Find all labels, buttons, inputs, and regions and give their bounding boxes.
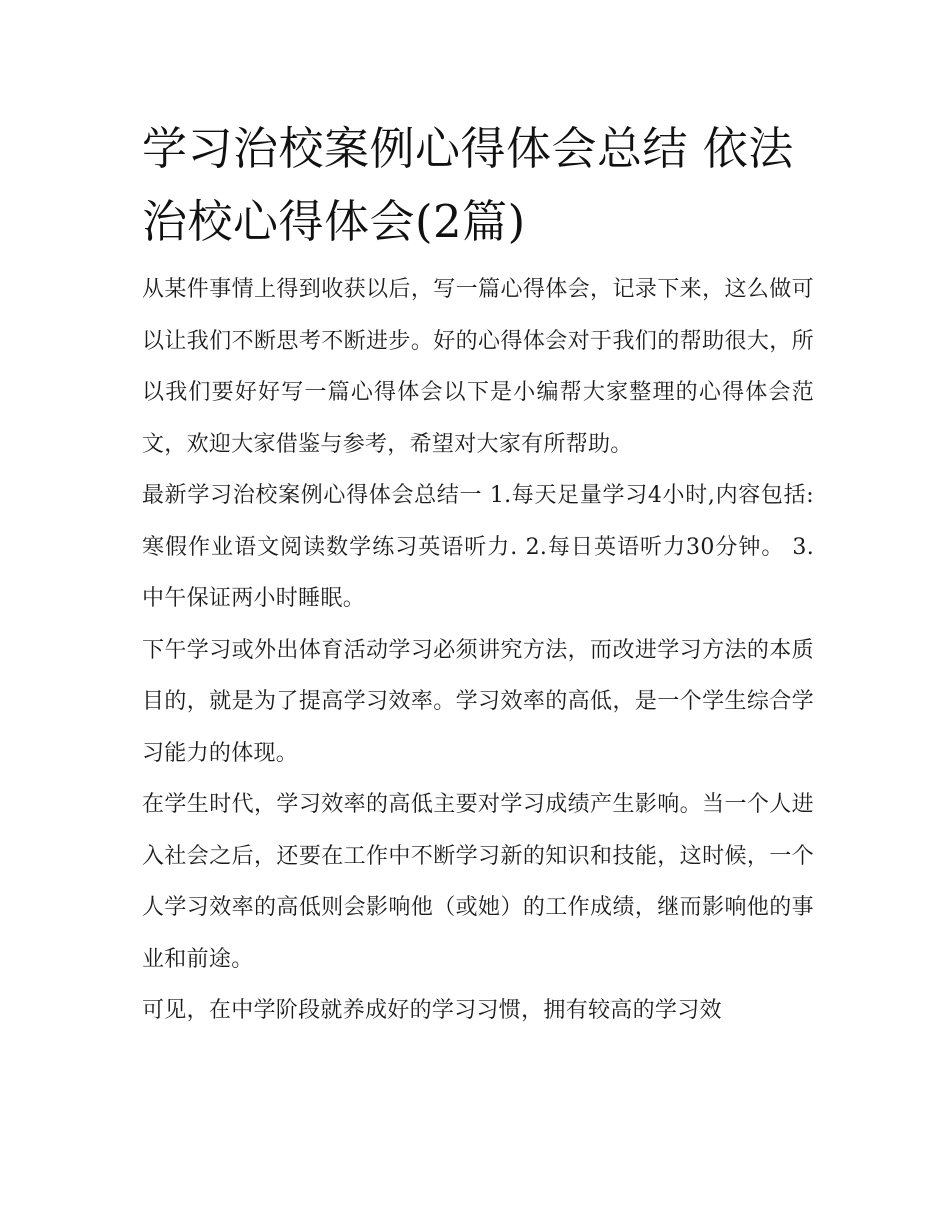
document-title: 学习治校案例心得体会总结 依法治校心得体会(2篇): [142, 122, 794, 248]
study-efficiency-paragraph: 在学生时代，学习效率的高低主要对学习成绩产生影响。当一个人进入社会之后，还要在工作中不断学习新的知识和技能，这时候，一个人学习效率的高低则会影响他（或她）的工作成绩，继而影响他的事业和前途。: [142, 792, 814, 972]
summary-one-paragraph: 最新学习治校案例心得体会总结一 1.每天足量学习4小时,内容包括:寒假作业语文阅读数学练习英语听力. 2.每日英语听力30分钟。 3.中午保证两小时睡眠。: [142, 483, 814, 611]
document-body: [142, 112, 814, 1037]
study-method-paragraph: 下午学习或外出体育活动学习必须讲究方法，而改进学习方法的本质目的，就是为了提高学习效率。学习效率的高低，是一个学生综合学习能力的体现。: [142, 637, 814, 766]
intro-paragraph: 从某件事情上得到收获以后，写一篇心得体会，记录下来，这么做可以让我们不断思考不断进步。好的心得体会对于我们的帮助很大，所以我们要好好写一篇心得体会以下是小编帮大家整理的心得体会范文，欢迎大家借鉴与参考，希望对大家有所帮助。: [142, 277, 814, 457]
study-habit-paragraph: 可见，在中学阶段就养成好的学习习惯，拥有较高的学习效: [142, 998, 722, 1023]
